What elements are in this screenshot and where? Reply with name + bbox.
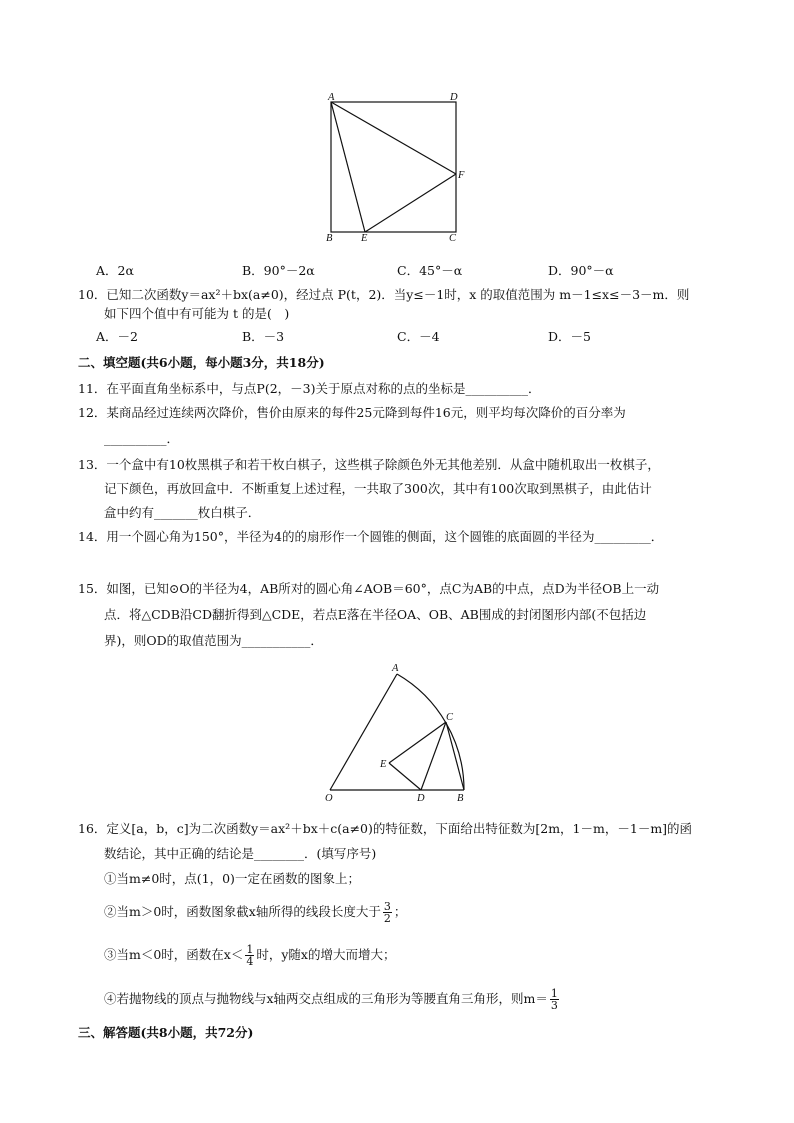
label-e: E xyxy=(380,759,387,770)
q16-item2 xyxy=(104,901,406,924)
q9-option-b: B．90°－2α xyxy=(242,263,315,278)
q10-option-b: B．－3 xyxy=(242,329,285,344)
q12-line2: __________． xyxy=(104,431,180,446)
q16-item3-text: ③当m＜0时，函数在x＜ xyxy=(104,947,244,962)
section3-title: 三、解答题(共8小题，共72分) xyxy=(78,1025,254,1040)
q16-item4 xyxy=(104,988,561,1011)
q9-option-a: A．2α xyxy=(96,263,134,278)
label-o: O xyxy=(325,793,333,804)
label-b: B xyxy=(326,233,333,244)
radius-oa xyxy=(330,674,397,790)
q9-option-d: D．90°－α xyxy=(548,263,614,278)
fraction-one-third xyxy=(550,988,559,1011)
label-c: C xyxy=(449,233,457,244)
arc-ab xyxy=(397,674,464,790)
q10-option-c: C．－4 xyxy=(397,329,440,344)
q15-line1: 15．如图，已知⊙O的半径为4，AB所对的圆心角∠AOB＝60°，点C为AB的中点，点D为半径OB上一动 xyxy=(78,581,660,596)
q10-option-a: A．－2 xyxy=(96,329,138,344)
label-d: D xyxy=(417,793,425,804)
q10-option-d: D．－5 xyxy=(548,329,591,344)
segment-ed xyxy=(389,763,421,790)
q12-line1: 12．某商品经过连续两次降价，售价由原来的每件25元降到每件16元，则平均每次降价的百分率为 xyxy=(78,405,626,420)
fraction-numerator: 1 xyxy=(550,987,558,1000)
q13-line3: 盒中约有_______枚白棋子． xyxy=(104,505,261,520)
q10-line2: 如下四个值中有可能为 t 的是( ) xyxy=(104,306,290,321)
square-abcd xyxy=(331,102,456,232)
label-c: C xyxy=(446,712,454,723)
segment-af xyxy=(331,102,456,174)
segment-ef xyxy=(365,174,456,232)
segment-cb xyxy=(446,722,464,790)
q16-item3-end: 时，y随x的增大而增大； xyxy=(256,947,396,962)
label-a: A xyxy=(328,92,335,103)
q13-line2: 记下颜色，再放回盒中．不断重复上述过程，一共取了300次，其中有100次取到黑棋子，由此估计 xyxy=(104,481,652,496)
q16-item1: ①当m≠0时，点(1，0)一定在函数的图象上； xyxy=(104,871,360,886)
segment-ce xyxy=(389,722,446,763)
label-b: B xyxy=(457,793,464,804)
label-a: A xyxy=(392,663,399,674)
segment-ae xyxy=(331,102,365,232)
fraction-numerator: 1 xyxy=(246,943,254,956)
segment-cd xyxy=(421,722,446,790)
fraction-numerator: 3 xyxy=(383,900,391,913)
q11: 11．在平面直角坐标系中，与点P(2，－3)关于原点对称的点的坐标是__________． xyxy=(78,381,541,396)
label-f: F xyxy=(458,170,465,181)
q9-option-c: C．45°－α xyxy=(397,263,463,278)
q16-item4-text: ④若抛物线的顶点与抛物线与x轴两交点组成的三角形为等腰直角三角形，则m＝ xyxy=(104,991,548,1006)
q10-line1: 10．已知二次函数y＝ax²＋bx(a≠0)，经过点 P(t，2)．当y≤－1时，x 的取值范围为 m－1≤x≤－3－m．则 xyxy=(78,287,690,302)
square-figure xyxy=(318,88,478,251)
q15-line3: 界)，则OD的取值范围为___________． xyxy=(104,633,323,648)
label-e: E xyxy=(361,233,368,244)
q15-line2: 点．将△CDB沿CD翻折得到△CDE，若点E落在半径OA、OB、AB围成的封闭图形内部(不包括边 xyxy=(104,607,647,622)
fraction-one-quarter xyxy=(245,944,254,967)
q16-item2-end: ； xyxy=(393,904,407,919)
fraction-denominator: 2 xyxy=(383,912,391,925)
q16-line1: 16．定义[a，b，c]为二次函数y＝ax²＋bx＋c(a≠0)的特征数，下面给出特征数为[2m，1－m，－1－m]的函 xyxy=(78,821,693,836)
sector-figure xyxy=(320,660,480,808)
q16-item2-text: ②当m＞0时，函数图象截x轴所得的线段长度大于 xyxy=(104,904,381,919)
q16-item3 xyxy=(104,944,395,967)
q13-line1: 13．一个盒中有10枚黑棋子和若干枚白棋子，这些棋子除颜色外无其他差别．从盒中随机取出一枚棋子， xyxy=(78,457,660,472)
q16-line2: 数结论，其中正确的结论是________．(填写序号) xyxy=(104,846,377,861)
label-d: D xyxy=(450,92,458,103)
fraction-denominator: 3 xyxy=(550,999,558,1012)
q14: 14．用一个圆心角为150°，半径为4的的扇形作一个圆锥的侧面，这个圆锥的底面圆的半径为_________． xyxy=(78,529,664,544)
fraction-denominator: 4 xyxy=(246,955,254,968)
section2-title: 二、填空题(共6小题，每小题3分，共18分) xyxy=(78,355,325,370)
fraction-three-halves xyxy=(383,901,392,924)
